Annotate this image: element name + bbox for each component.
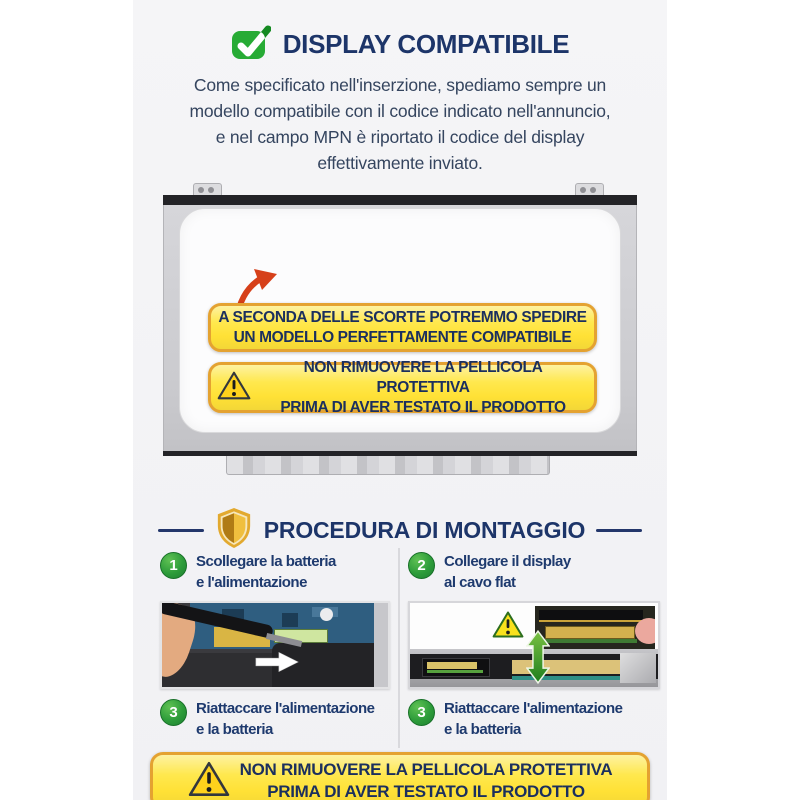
step-number-badge: 3	[408, 699, 435, 726]
intro-text	[140, 72, 660, 176]
intro-line: e nel campo MPN è riportato il codice del display	[215, 127, 585, 147]
step-3-left	[160, 698, 374, 740]
warning-triangle-icon	[492, 610, 524, 644]
logo-dot	[320, 608, 333, 621]
white-arrow-icon	[254, 651, 300, 678]
banner-line: NON RIMUOVERE LA PELLICOLA PROTETTIVA	[303, 358, 543, 396]
procedure-header	[133, 507, 667, 554]
intro-line: Come specificato nell'inserzione, spediamo sempre un	[193, 75, 607, 95]
step-label: Scollegare la batteria e l'alimentazione	[196, 553, 336, 591]
intro-line: modello compatibile con il codice indicato nell'annuncio,	[189, 101, 611, 121]
step-number-badge: 3	[160, 699, 187, 726]
foil-tape	[620, 653, 656, 683]
banner-line: PRIMA DI AVER TESTATO IL PRODOTTO	[267, 782, 585, 800]
check-icon	[231, 24, 271, 65]
step-label: Riattaccare l'alimentazione e la batteria	[444, 700, 623, 738]
step-number-badge: 1	[160, 552, 187, 579]
header-rule-left	[158, 529, 204, 532]
footer-warning-banner	[150, 752, 650, 800]
shield-icon	[215, 507, 253, 554]
header-rule-right	[596, 529, 642, 532]
panel-top-edge	[163, 195, 637, 205]
banner-line: NON RIMUOVERE LA PELLICOLA PROTETTIVA	[239, 760, 613, 779]
step-number-badge: 2	[408, 552, 435, 579]
banner-line: A SECONDA DELLE SCORTE POTREMMO SPEDIRE	[218, 308, 587, 326]
flat-cable-connector	[422, 658, 490, 677]
double-arrow-icon	[526, 629, 550, 689]
banner-line: PRIMA DI AVER TESTATO IL PRODOTTO	[280, 398, 566, 416]
column-divider	[398, 548, 400, 748]
banner-line: UN MODELLO PERFETTAMENTE COMPATIBILE	[233, 328, 572, 346]
fingertip	[635, 618, 655, 644]
intro-line: effettivamente inviato.	[317, 153, 483, 173]
flat-cable-connect-photo	[408, 601, 660, 689]
step-1	[160, 551, 336, 593]
lcd-panel-photo	[163, 183, 637, 475]
stock-warning-banner	[208, 303, 597, 352]
warning-triangle-icon	[217, 370, 251, 406]
step-label: Collegare il display al cavo flat	[444, 553, 571, 591]
step-2	[408, 551, 571, 593]
panel-foil-strip	[226, 456, 550, 475]
page-title: DISPLAY COMPATIBILE	[282, 29, 570, 59]
connector-closeup-inset	[535, 606, 655, 649]
step-3-right	[408, 698, 622, 740]
procedure-title: PROCEDURA DI MONTAGGIO	[263, 517, 586, 543]
header	[133, 24, 667, 65]
battery-disconnect-photo	[160, 601, 390, 689]
warning-triangle-icon	[188, 760, 230, 800]
step-label: Riattaccare l'alimentazione e la batteria	[196, 700, 375, 738]
film-warning-banner	[208, 358, 597, 416]
